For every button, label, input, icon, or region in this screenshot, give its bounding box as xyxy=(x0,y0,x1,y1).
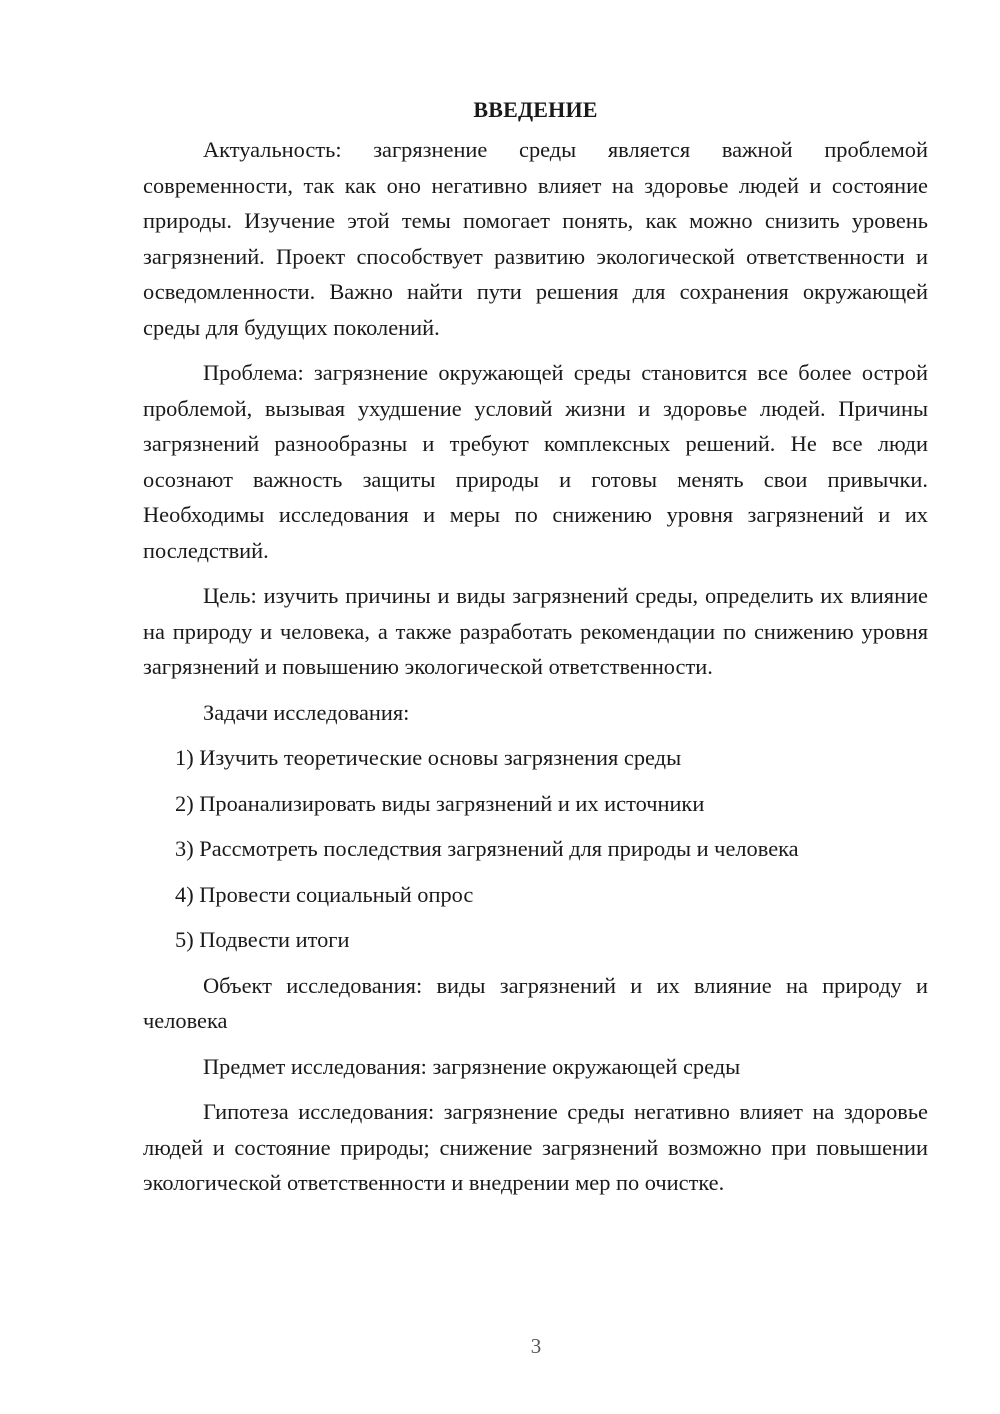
section-heading: ВВЕДЕНИЕ xyxy=(473,97,598,122)
hypothesis-paragraph: Гипотеза исследования: загрязнение среды негативно влияет на здоровье людей и состояние природы; снижение загрязнений возможно при повышении экологической ответственности и внедрении мер по очистке. xyxy=(143,1099,928,1195)
tasks-title: Задачи исследования: xyxy=(203,699,410,725)
task-item: 3) Рассмотреть последствия загрязнений для природы и человека xyxy=(175,836,799,861)
problem-paragraph: Проблема: загрязнение окружающей среды становится все более острой проблемой, вызывая ухудшение условий жизни и здоровье людей. Причины загрязнений разнообразны и требуют комплексных решений. Не все люди осознают важность защиты природы и готовы менять свои привычки. Необходимы исследования и меры по снижению уровня загрязнений и их последствий. xyxy=(143,360,928,563)
object-paragraph: Объект исследования: виды загрязнений и их влияние на природу и человека xyxy=(143,972,928,1033)
task-item: 1) Изучить теоретические основы загрязнения среды xyxy=(175,745,682,770)
document-page xyxy=(143,92,928,1211)
page-number: 3 xyxy=(530,1334,542,1358)
goal-paragraph: Цель: изучить причины и виды загрязнений среды, определить их влияние на природу и человека, а также разработать рекомендации по снижению уровня загрязнений и повышению экологической ответственности. xyxy=(143,583,928,679)
tasks-list xyxy=(143,740,928,958)
relevance-paragraph: Актуальность: загрязнение среды является важной проблемой современности, так как оно негативно влияет на здоровье людей и состояние природы. Изучение этой темы помогает понять, как можно снизить уровень загрязнений. Проект способствует развитию экологической ответственности и осведомленности. Важно найти пути решения для сохранения окружающей среды для будущих поколений. xyxy=(143,137,928,340)
task-item: 4) Провести социальный опрос xyxy=(175,881,474,907)
task-item: 2) Проанализировать виды загрязнений и их источники xyxy=(175,790,705,816)
subject-paragraph: Предмет исследования: загрязнение окружающей среды xyxy=(203,1053,741,1079)
task-item: 5) Подвести итоги xyxy=(175,927,350,952)
